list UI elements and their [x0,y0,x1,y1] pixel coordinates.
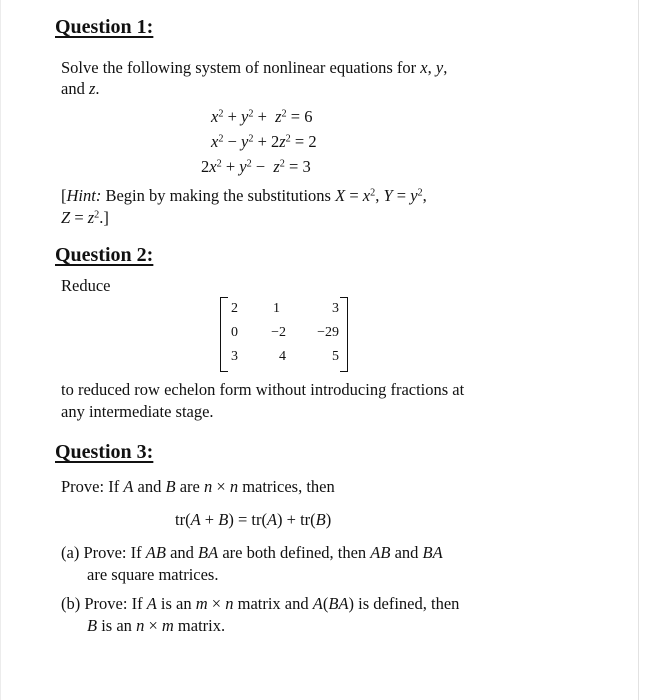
equation-3: $2x^2 + y^2 - z^2 = 3$ [201,157,311,176]
matrix-cell: −2 [271,325,286,340]
q2-lead: Reduce [61,276,111,295]
q1-hint-line-1: [Hint: Begin by making the substitutions $X = x^2$, $Y = y^2$, [61,186,427,205]
q3-part-b-line-1: (b) Prove: If A is an m × n matrix and A(BA) is defined, then [61,594,460,613]
q1-hint-line-2: $Z = z^2$.] [61,208,109,227]
q3-part-a-line-1: (a) Prove: If AB and BA are both defined, then AB and BA [61,543,443,562]
page-border-left [0,0,1,700]
question-2-title: Question 2: [55,244,154,266]
equation-1: $x^2 + y^2 + z^2 = 6$ [211,107,313,126]
q3-prove-line: Prove: If A and B are n × n matrices, then [61,477,335,496]
matrix-cell: 1 [273,301,280,316]
question-3-title: Question 3: [55,441,154,463]
q3-part-b-line-2: B is an n × m matrix. [87,616,226,635]
q1-intro-text: Solve the following system of nonlinear equations for x, y, [61,58,448,77]
page-border-right [638,0,639,700]
q3-part-a-line-2: are square matrices. [87,565,219,584]
matrix-cell: 0 [231,325,238,340]
matrix-cell: 4 [279,349,286,364]
matrix-cell: 3 [231,349,238,364]
equation-2: $x^2 - y^2 + 2z^2 = 2$ [211,132,317,151]
matrix-cell: −29 [317,325,339,340]
matrix-cell: 2 [231,301,238,316]
q2-after-line-2: any intermediate stage. [61,402,214,421]
matrix [220,297,348,370]
matrix-cell: 5 [332,349,339,364]
matrix-right-bracket [340,297,348,372]
matrix-cell: 3 [332,301,339,316]
question-1-title: Question 1: [55,16,154,38]
q1-intro-line-2: and z. [61,79,100,98]
q2-after-line-1: to reduced row echelon form without introducing fractions at [61,380,465,399]
q1-intro-line-1 [61,58,447,78]
trace-equation: tr(A + B) = tr(A) + tr(B) [175,510,332,529]
